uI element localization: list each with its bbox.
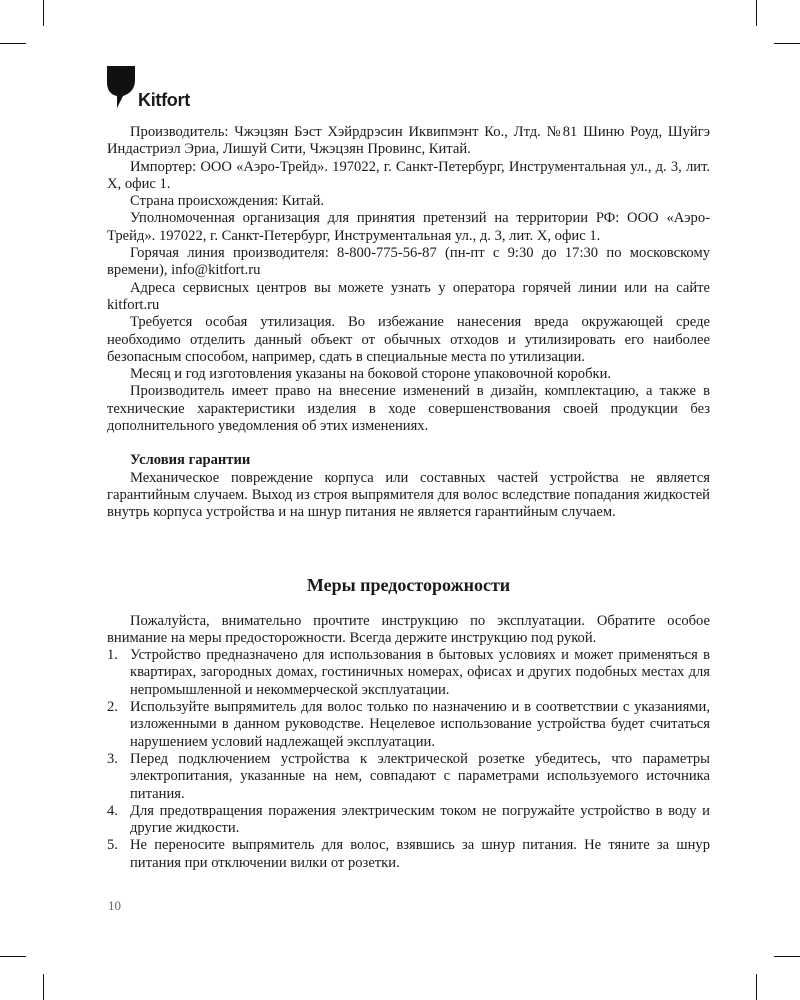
manufacture-date-paragraph: Месяц и год изготовления указаны на боковой стороне упаковочной коробки. bbox=[130, 366, 612, 383]
warranty-heading: Условия гарантии bbox=[130, 452, 251, 469]
crop-mark-top-left-horizontal bbox=[0, 43, 26, 44]
page-number: 10 bbox=[108, 898, 121, 913]
kitfort-logo-icon bbox=[107, 66, 135, 108]
list-item-text: Используйте выпрямитель для волос только по назначению и в соответствии с указаниями, изложенными в данном руководстве. Нецелевое использование устройства будет считаться нарушением условий надлежащей эксплуатации. bbox=[130, 699, 710, 750]
list-item bbox=[107, 699, 710, 751]
brand-name: Kitfort bbox=[138, 90, 190, 110]
disposal-paragraph: Требуется особая утилизация. Во избежание нанесения вреда окружающей среде необходимо отделить данный объект от обычных отходов и утилизировать его наиболее безопасным способом, например, сдать в специальные места по утилизации. bbox=[107, 314, 710, 365]
spacer bbox=[107, 596, 710, 613]
list-item-number: 2. bbox=[107, 699, 118, 716]
crop-mark-top-right-horizontal bbox=[774, 43, 800, 44]
list-item bbox=[107, 803, 710, 838]
origin-paragraph: Страна происхождения: Китай. bbox=[130, 193, 325, 210]
spacer bbox=[107, 435, 710, 452]
crop-mark-bottom-left-horizontal bbox=[0, 956, 26, 957]
list-item-number: 3. bbox=[107, 750, 118, 767]
list-item bbox=[107, 837, 710, 872]
document-body bbox=[107, 124, 710, 872]
list-item-text: Не переносите выпрямитель для волос, взявшись за шнур питания. Не тяните за шнур питания при отключении вилки от розетки. bbox=[130, 837, 710, 871]
list-item bbox=[107, 647, 710, 699]
list-item-text: Для предотвращения поражения электрическим током не погружайте устройство в воду и другие жидкости. bbox=[130, 802, 710, 837]
safety-intro: Пожалуйста, внимательно прочтите инструкцию по эксплуатации. Обратите особое внимание на меры предосторожности. Всегда держите инструкцию под рукой. bbox=[107, 612, 710, 646]
crop-mark-top-left-vertical bbox=[43, 0, 44, 26]
claims-organization-paragraph: Уполномоченная организация для принятия претензий на территории РФ: ООО «Аэро-Трейд». 197022, г. Санкт-Петербург, Инструментальная ул., д. 3, лит. Х, офис 1. bbox=[107, 210, 710, 244]
crop-mark-bottom-right-horizontal bbox=[774, 956, 800, 957]
changes-notice-paragraph: Производитель имеет право на внесение изменений в дизайн, комплектацию, а также в технические характеристики изделия в ходе совершенствования своей продукции без дополнительного уведомления об этих изменениях. bbox=[107, 383, 710, 435]
warranty-text: Механическое повреждение корпуса или составных частей устройства не является гарантийным случаем. Выход из строя выпрямителя для волос вследствие попадания жидкостей внутрь корпуса устройства и на шнур питания не является гарантийным случаем. bbox=[107, 469, 710, 521]
brand-logo bbox=[107, 66, 207, 114]
crop-mark-top-right-vertical bbox=[756, 0, 757, 26]
safety-heading: Меры предосторожности bbox=[306, 574, 511, 595]
hotline-paragraph: Горячая линия производителя: 8-800-775-56-87 (пн-пт с 9:30 до 17:30 по московскому времени), info@kitfort.ru bbox=[107, 245, 710, 279]
list-item-number: 1. bbox=[107, 647, 118, 664]
crop-mark-bottom-right-vertical bbox=[756, 974, 757, 1000]
spacer bbox=[107, 522, 710, 574]
safety-list bbox=[107, 647, 710, 872]
manufacturer-paragraph: Производитель: Чжэцзян Бэст Хэйрдрэсин Иквипмэнт Ко., Лтд. №81 Шиню Роуд, Шуйгэ Индастриэл Эриа, Лишуй Сити, Чжэцзян Провинс, Китай. bbox=[107, 124, 710, 158]
list-item-number: 5. bbox=[107, 837, 118, 854]
list-item-number: 4. bbox=[107, 802, 118, 819]
list-item-text: Перед подключением устройства к электрической розетке убедитесь, что параметры электропитания, указанные на нем, совпадают с параметрами используемого источника питания. bbox=[130, 750, 710, 802]
importer-paragraph: Импортер: ООО «Аэро-Трейд». 197022, г. Санкт-Петербург, Инструментальная ул., д. 3, лит. Х, офис 1. bbox=[107, 158, 710, 192]
list-item-text: Устройство предназначено для использования в бытовых условиях и может применяться в квартирах, загородных домах, гостиничных номерах, офисах и других подобных местах для непромышленной и некоммерческой эксплуатации. bbox=[130, 647, 710, 698]
crop-mark-bottom-left-vertical bbox=[43, 974, 44, 1000]
list-item bbox=[107, 751, 710, 803]
service-centers-paragraph: Адреса сервисных центров вы можете узнать у оператора горячей линии или на сайте kitfort.ru bbox=[107, 279, 710, 313]
